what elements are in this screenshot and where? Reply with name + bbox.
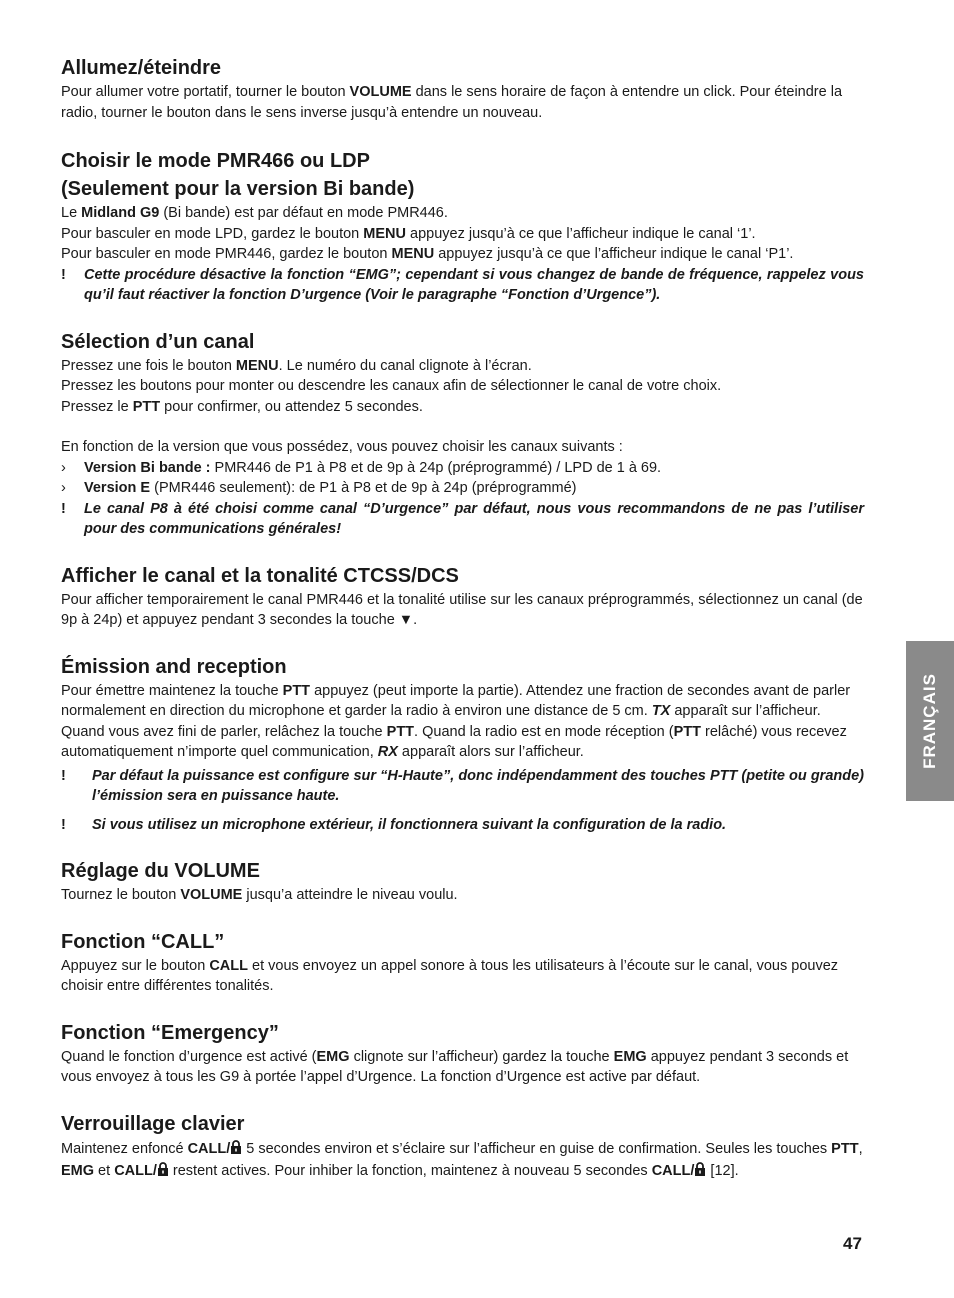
bullet-chevron-icon: › (61, 459, 66, 476)
section-heading: Afficher le canal et la tonalité CTCSS/DCS (61, 564, 459, 587)
bold-text: Midland G9 (81, 205, 160, 221)
bold-text: CALL/ (651, 1163, 695, 1179)
text: dans le sens horaire de façon à entendre un click. Pour éteindre la radio, tourner le bouton dans le sens inverse jusqu’à entendre un nouveau. (61, 84, 843, 121)
list-item (61, 478, 864, 499)
note-text: Si vous utilisez un microphone extérieur, il fonctionnera suivant la configuration de la radio. (92, 816, 727, 833)
paragraph (61, 356, 864, 377)
text: jusqu’a atteindre le niveau voulu. (242, 887, 458, 903)
text: appuyez pendant 3 seconds et vous envoyez à tous les G9 à portée l’appel d’Urgence. La fonction d’Urgence est active par défaut. (61, 1048, 849, 1085)
text: relâché) vous recevez automatiquement n’importe quel communication, (61, 723, 847, 760)
text: Pressez une fois le bouton (61, 357, 236, 374)
warning-note (61, 499, 864, 540)
spacer (61, 417, 864, 437)
lock-icon (694, 1162, 706, 1176)
lock-icon (157, 1162, 169, 1176)
language-tab-label: FRANÇAIS (920, 673, 939, 769)
bold-text: MENU (363, 225, 406, 242)
text: restent actives. Pour inhiber la fonction, maintenez à nouveau 5 secondes (168, 1163, 652, 1179)
text: et vous envoyez un appel sonore à tous les utilisateurs à l’écoute sur le canal, vous pouvez choisir entre différentes tonalités. (61, 957, 839, 994)
text: Tournez le bouton (61, 887, 181, 903)
text: (Bi bande) est par défaut en mode PMR446. (159, 205, 448, 221)
note-text: Cette procédure désactive la fonction “EMG”; cependant si vous changez de bande de fréquence, rappelez vous qu’il faut réactiver la fonction D’urgence (Voir le paragraphe “Fonction d’Urgence”). (84, 266, 864, 303)
paragraph (61, 224, 864, 245)
bold-italic-text: TX (651, 703, 671, 719)
language-side-tab (906, 641, 954, 801)
section-heading: Fonction “Emergency” (61, 1021, 279, 1044)
text: Pour basculer en mode LPD, gardez le bouton (61, 225, 364, 242)
bullet-chevron-icon: › (61, 480, 66, 496)
note-text: Le canal P8 à été choisi comme canal “D’urgence” par défaut, nous vous recommandons de ne pas l’utiliser pour des communications générales! (84, 500, 864, 537)
section-heading: Verrouillage clavier (61, 1112, 245, 1135)
bold-text: Version Bi bande : (84, 459, 211, 476)
text: PMR446 de P1 à P8 et de 9p à 24p (préprogrammé) / LPD de 1 à 69. (210, 459, 662, 476)
text: Pressez le (61, 398, 133, 415)
page-number: 47 (843, 1234, 862, 1253)
bold-text: PTT (831, 1140, 859, 1157)
section-call (61, 930, 864, 997)
text: Quand vous avez fini de parler, relâchez la touche (61, 723, 387, 740)
text: Pour allumer votre portatif, tourner le bouton (61, 84, 350, 100)
exclamation-mark: ! (61, 266, 66, 283)
section-tx-rx (61, 655, 864, 836)
text: apparaît alors sur l’afficheur. (397, 744, 584, 760)
bold-text: CALL/ (187, 1140, 231, 1157)
bold-text: VOLUME (180, 887, 243, 903)
paragraph (61, 681, 864, 722)
bold-text: EMG (613, 1048, 647, 1065)
section-heading: Allumez/éteindre (61, 57, 222, 79)
warning-note (61, 766, 864, 807)
section-mode (61, 149, 864, 306)
list-item-text (84, 458, 661, 479)
section-heading: Sélection d’un canal (61, 330, 255, 353)
manual-page-content (61, 56, 864, 1183)
list-item (61, 458, 864, 479)
bold-text: VOLUME (349, 84, 412, 100)
paragraph (61, 1047, 864, 1088)
bold-text: PTT (673, 723, 701, 740)
text: . Quand la radio est en mode réception ( (414, 723, 674, 740)
section-keypad-lock (61, 1112, 864, 1183)
text: apparaît sur l’afficheur. (670, 703, 821, 719)
paragraph (61, 956, 864, 997)
paragraph (61, 1138, 864, 1183)
paragraph (61, 397, 864, 418)
text: appuyez jusqu’à ce que l’afficheur indique le canal ‘1’. (405, 225, 756, 242)
section-heading: Émission and reception (61, 655, 287, 678)
section-heading: Fonction “CALL” (61, 930, 225, 953)
text: Appuyez sur le bouton (61, 957, 210, 974)
text: Le (61, 205, 82, 221)
text: et (94, 1163, 115, 1179)
text: Pour émettre maintenez la touche (61, 682, 283, 699)
paragraph: Pour afficher temporairement le canal PMR446 et la tonalité utilise sur les canaux préprogrammés, sélectionnez un canal (de 9p à 24p) et appuyez pendant 3 secondes la touche ▼. (61, 591, 863, 628)
text: appuyez (peut importe la partie). Attendez une fraction de secondes avant de parler normalement en direction du microphone et garder la radio à environ une distance de 5 cm. (61, 682, 851, 719)
text: clignote sur l’afficheur) gardez la touche (349, 1048, 614, 1065)
section-power (61, 56, 864, 123)
text: (PMR446 seulement): de P1 à P8 et de 9p à 24p (préprogrammé) (150, 480, 577, 496)
section-heading: Réglage du VOLUME (61, 860, 260, 882)
bold-text: MENU (235, 357, 279, 374)
section-channel-select (61, 330, 864, 540)
list-item-text (84, 478, 576, 499)
bold-text: EMG (61, 1163, 95, 1179)
warning-note (61, 265, 864, 306)
paragraph (61, 82, 864, 123)
lock-icon (230, 1140, 242, 1154)
paragraph (61, 885, 864, 906)
text: pour confirmer, ou attendez 5 secondes. (160, 398, 423, 415)
text: Maintenez enfoncé (61, 1140, 188, 1157)
text: Pour basculer en mode PMR446, gardez le bouton (61, 246, 392, 262)
paragraph (61, 722, 864, 763)
bold-text: CALL/ (114, 1163, 157, 1179)
warning-note (61, 815, 864, 836)
bold-text: EMG (316, 1048, 350, 1065)
bold-text: PTT (132, 398, 161, 415)
text: appuyez jusqu’à ce que l’afficheur indique le canal ‘P1’. (434, 246, 794, 262)
section-emergency (61, 1021, 864, 1088)
bold-text: PTT (386, 723, 415, 740)
section-ctcss-display (61, 564, 864, 631)
text: , (858, 1140, 863, 1157)
bold-italic-text: RX (377, 744, 398, 760)
section-volume (61, 859, 864, 906)
paragraph (61, 244, 864, 265)
section-heading: Choisir le mode PMR466 ou LDP (61, 150, 370, 172)
bold-text: PTT (282, 682, 311, 699)
exclamation-mark: ! (61, 500, 66, 517)
paragraph: Pressez les boutons pour monter ou descendre les canaux afin de sélectionner le canal de votre choix. (61, 378, 722, 394)
text: . Le numéro du canal clignote à l’écran. (278, 357, 532, 374)
section-heading-sub: (Seulement pour la version Bi bande) (61, 178, 415, 200)
paragraph: En fonction de la version que vous possédez, vous pouvez choisir les canaux suivants : (61, 439, 623, 455)
paragraph (61, 203, 864, 224)
exclamation-mark: ! (61, 816, 66, 833)
note-text: Par défaut la puissance est configure sur “H-Haute”, donc indépendamment des touches PTT (petite ou grande) l’émission sera en puissance haute. (92, 767, 864, 804)
bold-text: Version E (84, 480, 151, 496)
text: Quand le fonction d’urgence est activé ( (61, 1048, 317, 1065)
exclamation-mark: ! (61, 767, 66, 784)
text: [12]. (706, 1163, 739, 1179)
text: 5 secondes environ et s’éclaire sur l’afficheur en guise de confirmation. Seules les touches (242, 1140, 832, 1157)
bold-text: CALL (209, 957, 248, 974)
bold-text: MENU (391, 246, 435, 262)
